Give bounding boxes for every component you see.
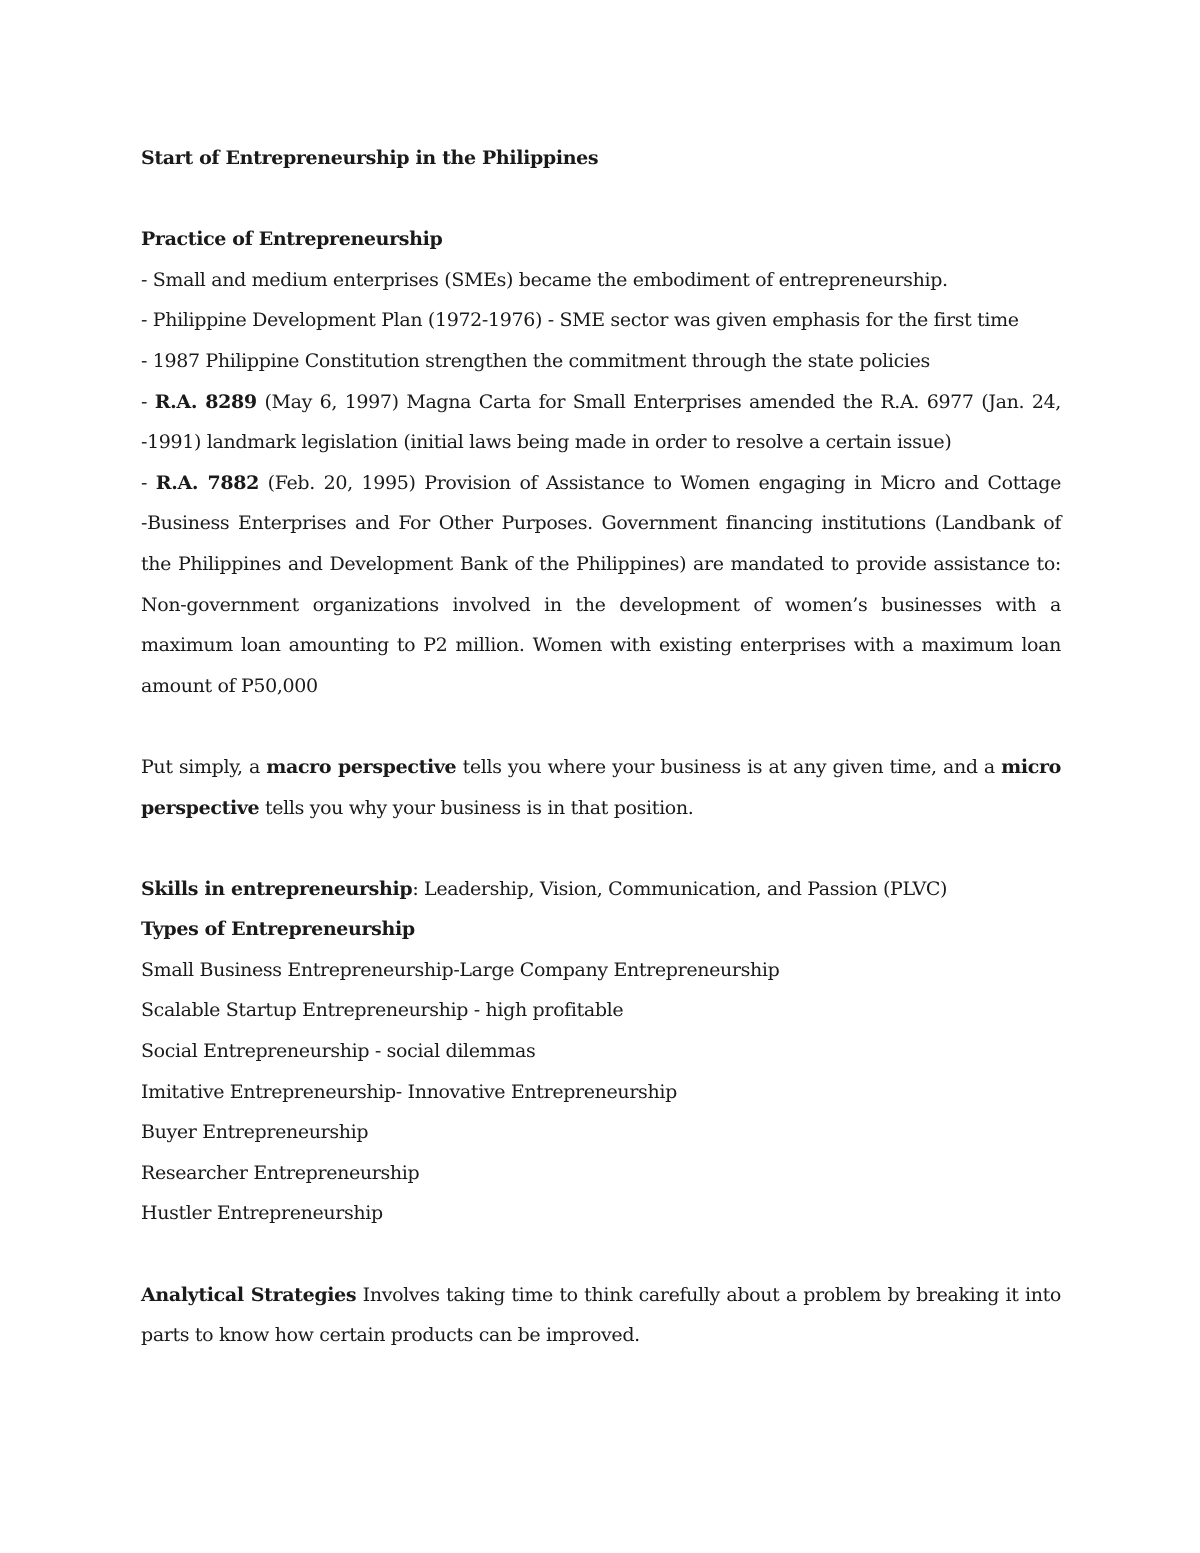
types-list-item: Buyer Entrepreneurship [141,1121,369,1144]
skills-line: Skills in entrepreneurship: Leadership, Vision, Communication, and Passion (PLVC) [141,877,948,900]
micro-term: micro [1001,755,1061,778]
practice-item-development-plan: - Philippine Development Plan (1972-1976) - SME sector was given emphasis for the first time [141,309,1019,332]
practice-heading: Practice of Entrepreneurship [141,228,443,251]
document-page [141,138,1061,1356]
types-heading: Types of Entrepreneurship [141,918,415,941]
practice-item-ra7882-line2: -Business Enterprises and For Other Purposes. Government financing institutions (Landbank of [141,512,1061,535]
ra7882-label: R.A. 7882 [155,471,259,494]
document-title: Start of Entrepreneurship in the Philippines [141,147,599,169]
spacer [141,1234,1061,1275]
macro-perspective-term: macro perspective [266,755,457,778]
perspective-term: perspective [141,796,260,819]
practice-item-constitution: - 1987 Philippine Constitution strengthen the commitment through the state policies [141,349,930,372]
types-list-item: Imitative Entrepreneurship- Innovative Entrepreneurship [141,1080,677,1103]
spacer [141,179,1061,220]
types-list-item: Hustler Entrepreneurship [141,1202,383,1225]
spacer [141,828,1061,869]
types-list-item: Small Business Entrepreneurship-Large Company Entrepreneurship [141,958,780,981]
types-list-item: Social Entrepreneurship - social dilemmas [141,1040,536,1063]
spacer [141,706,1061,747]
practice-item-ra7882-line1: - R.A. 7882 (Feb. 20, 1995) Provision of Assistance to Women engaging in Micro and Cottage [141,471,1061,494]
types-list-item: Researcher Entrepreneurship [141,1161,420,1184]
practice-item-smes: - Small and medium enterprises (SMEs) became the embodiment of entrepreneurship. [141,268,948,291]
practice-item-ra7882-line4: Non-government organizations involved in the development of women’s businesses with a [141,593,1061,616]
ra8289-label: R.A. 8289 [154,390,257,413]
skills-label: Skills in entrepreneurship [141,877,413,900]
types-list-item: Scalable Startup Entrepreneurship - high profitable [141,999,624,1022]
practice-item-ra7882-line5: maximum loan amounting to P2 million. Women with existing enterprises with a maximum loan [141,634,1061,657]
practice-item-ra8289-line1: - R.A. 8289 (May 6, 1997) Magna Carta for Small Enterprises amended the R.A. 6977 (Jan. 24, [141,390,1062,413]
practice-item-ra7882-line3: the Philippines and Development Bank of the Philippines) are mandated to provide assistance to: [141,552,1061,575]
practice-item-ra8289-line2: -1991) landmark legislation (initial laws being made in order to resolve a certain issue) [141,431,952,454]
perspective-line2: perspective tells you why your business is in that position. [141,796,694,819]
analytical-label: Analytical Strategies [141,1283,357,1306]
perspective-line1: Put simply, a macro perspective tells you where your business is at any given time, and a micro [141,755,1061,778]
practice-item-ra7882-line6: amount of P50,000 [141,674,318,697]
analytical-line2: parts to know how certain products can be improved. [141,1324,640,1347]
analytical-line1: Analytical Strategies Involves taking time to think carefully about a problem by breaking it into [141,1283,1061,1306]
